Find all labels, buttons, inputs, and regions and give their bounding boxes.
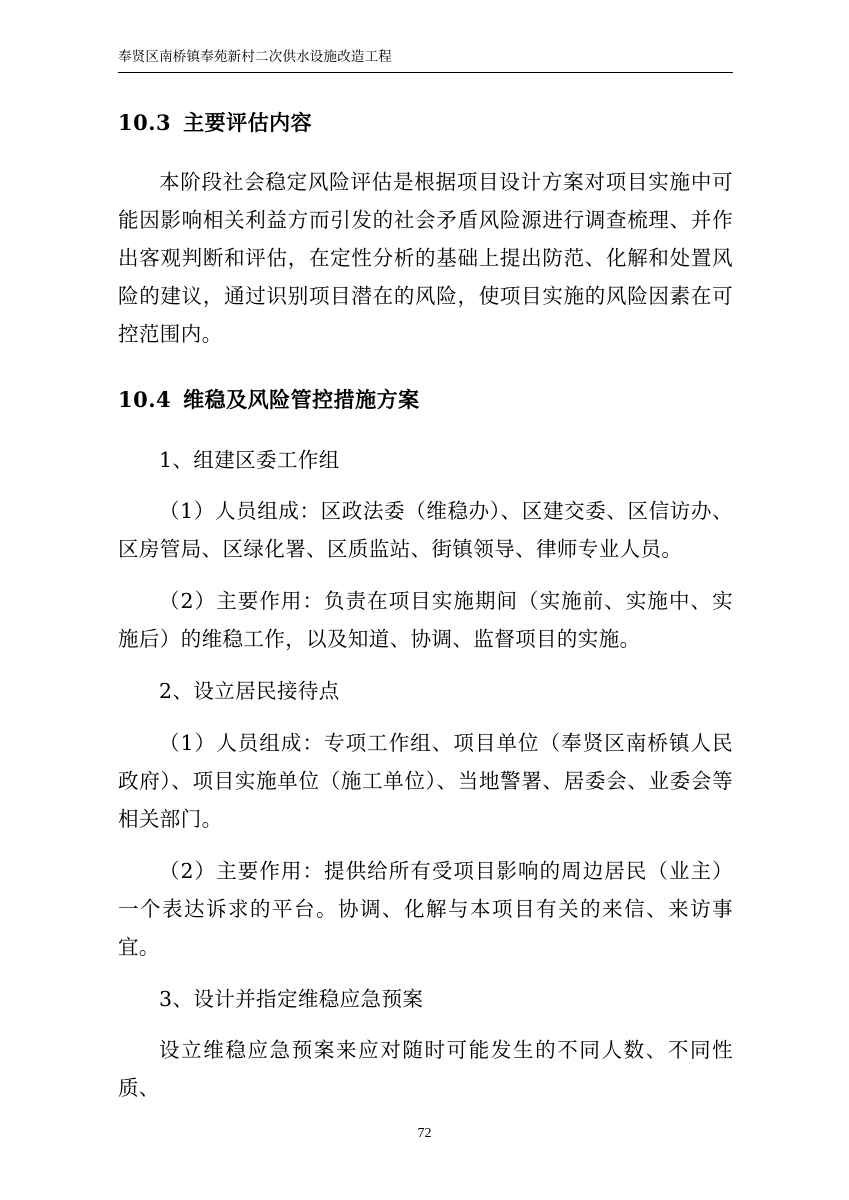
paragraph: 设立维稳应急预案来应对随时可能发生的不同人数、不同性质、 <box>118 1038 733 1101</box>
section-title: 维稳及风险管控措施方案 <box>183 387 420 412</box>
paragraph: 1、组建区委工作组 <box>159 447 340 472</box>
section-title: 主要评估内容 <box>183 109 313 135</box>
section-number: 10.3 <box>118 109 172 135</box>
page-body <box>118 48 733 1108</box>
paragraph: （1）人员组成：专项工作组、项目单位（奉贤区南桥镇人民政府）、项目实施单位（施工单位）、当地警署、居委会、业委会等相关部门。 <box>118 731 733 831</box>
page-number: 72 <box>417 1126 432 1141</box>
paragraph: （1）人员组成：区政法委（维稳办）、区建交委、区信访办、区房管局、区绿化署、区质监站、街镇领导、律师专业人员。 <box>118 499 733 562</box>
paragraph: 本阶段社会稳定风险评估是根据项目设计方案对项目实施中可能因影响相关利益方而引发的社会矛盾风险源进行调查梳理、并作出客观判断和评估，在定性分析的基础上提出防范、化解和处置风险的建议，通过识别项目潜在的风险，使项目实施的风险因素在可控范围内。 <box>118 170 733 347</box>
section-heading-10-4 <box>118 384 733 416</box>
page-header: 奉贤区南桥镇奉苑新村二次供水设施改造工程 <box>118 48 733 73</box>
section-number: 10.4 <box>118 387 172 412</box>
paragraph: 3、设计并指定维稳应急预案 <box>159 986 424 1011</box>
section-heading-10-3 <box>118 107 733 139</box>
paragraph: （2）主要作用：负责在项目实施期间（实施前、实施中、实施后）的维稳工作，以及知道、协调、监督项目的实施。 <box>118 589 733 652</box>
paragraph: 2、设立居民接待点 <box>159 679 340 704</box>
page-content <box>118 107 733 1108</box>
paragraph: （2）主要作用：提供给所有受项目影响的周边居民（业主）一个表达诉求的平台。协调、化解与本项目有关的来信、来访事宜。 <box>118 858 733 959</box>
